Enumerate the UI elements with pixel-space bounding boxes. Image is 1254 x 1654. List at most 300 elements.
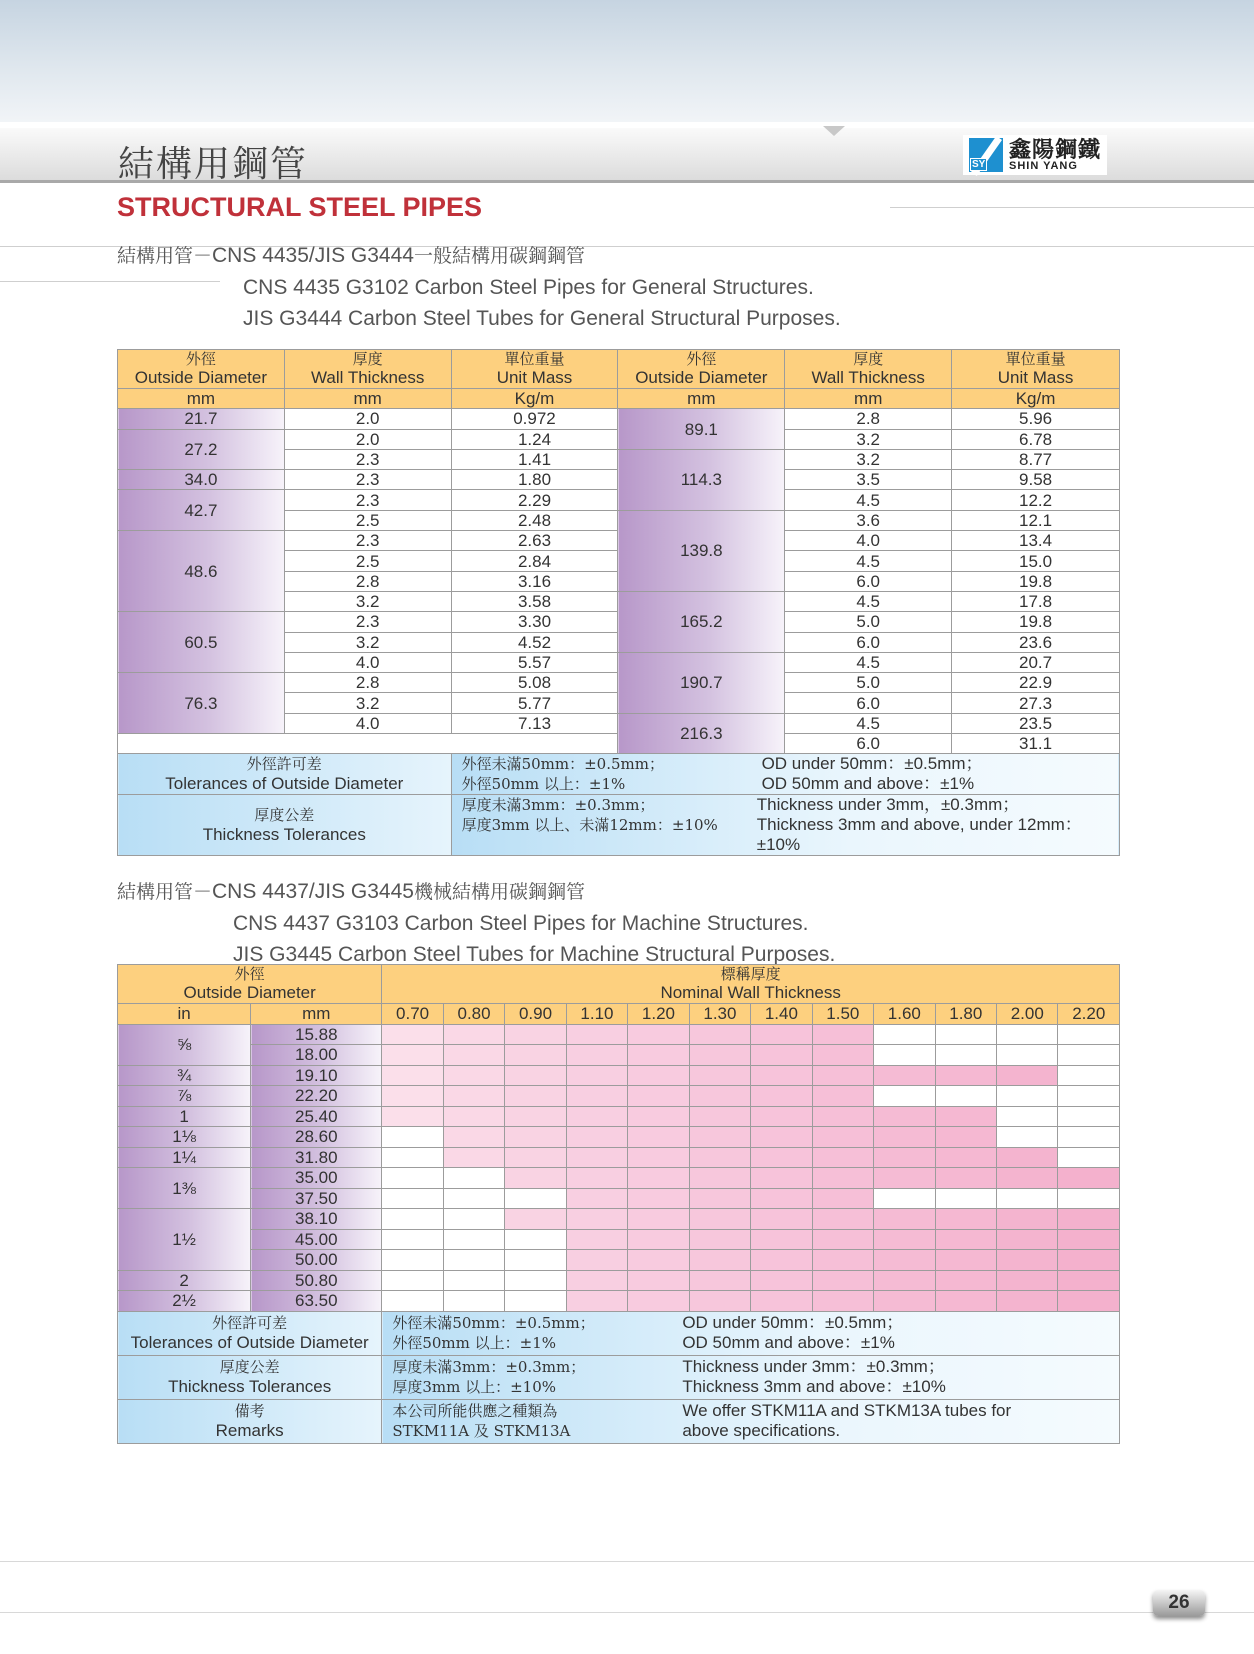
available-cell	[566, 1086, 627, 1107]
outside-diameter-cell: 190.7	[618, 652, 785, 713]
available-cell	[1058, 1209, 1120, 1230]
tolerance-zh-line: 外徑未滿50mm：±0.5mm；	[461, 755, 664, 774]
available-cell	[566, 1065, 627, 1086]
available-cell	[935, 1250, 996, 1271]
available-cell	[689, 1127, 750, 1148]
wall-thickness-cell: 4.5	[785, 551, 952, 571]
note-zh-line: 厚度未滿3mm：±0.3mm；	[392, 1358, 586, 1376]
available-cell	[751, 1106, 812, 1127]
footer-divider	[0, 1612, 1254, 1613]
table-row	[118, 1291, 1120, 1312]
general-structure-pipe-table	[117, 349, 1120, 856]
note-row	[118, 1311, 1120, 1355]
note-en-line: We offer STKM11A and STKM13A tubes for	[682, 1401, 1012, 1420]
note-en-line: Thickness under 3mm：±0.3mm；	[682, 1357, 945, 1376]
section1-heading: 結構用管－CNS 4435/JIS G3444一般結構用碳鋼鋼管 CNS 4435 G3102 Carbon Steel Pipes for General Structures. JIS G3444 Carbon Steel Tubes for General Structural Purposes.	[117, 240, 841, 334]
wall-thickness-cell: 2.8	[284, 673, 451, 693]
note-values	[382, 1399, 1120, 1443]
logo-name-zh: 鑫陽鋼鐵	[1009, 136, 1102, 162]
available-cell	[751, 1024, 812, 1045]
available-cell	[382, 1024, 443, 1045]
logo-name-en: SHIN YANG	[1009, 159, 1078, 172]
note-values	[382, 1311, 1120, 1355]
unavailable-cell	[443, 1209, 504, 1230]
size-inch-cell: 1	[118, 1106, 251, 1127]
wall-thickness-cell: 3.2	[284, 693, 451, 713]
unavailable-cell	[505, 1250, 566, 1271]
available-cell	[997, 1147, 1058, 1168]
wall-thickness-cell: 2.5	[284, 551, 451, 571]
section2-subtitle-jis: JIS G3445 Carbon Steel Tubes for Machine Structural Purposes.	[233, 943, 836, 966]
available-cell	[812, 1270, 873, 1291]
available-cell	[935, 1291, 996, 1312]
available-cell	[874, 1291, 935, 1312]
wall-thickness-cell: 2.3	[284, 531, 451, 551]
wall-thickness-cell: 6.0	[785, 571, 952, 591]
available-cell	[443, 1024, 504, 1045]
unavailable-cell	[997, 1086, 1058, 1107]
unavailable-cell	[382, 1291, 443, 1312]
available-cell	[628, 1250, 689, 1271]
tolerance-label: 外徑許可差 Tolerances of Outside Diameter	[118, 754, 452, 795]
size-mm-cell: 37.50	[251, 1188, 382, 1209]
unit-mass-cell: 5.08	[451, 673, 618, 693]
available-cell	[751, 1291, 812, 1312]
note-zh-line: 外徑未滿50mm：±0.5mm；	[392, 1314, 595, 1332]
tolerance-en-line: OD 50mm and above：±1%	[761, 774, 975, 794]
thickness-column-header: 1.10	[566, 1004, 627, 1025]
unavailable-cell	[443, 1270, 504, 1291]
wall-thickness-cell: 6.0	[785, 693, 952, 713]
available-cell	[566, 1209, 627, 1230]
logo-icon	[969, 138, 1003, 172]
available-cell	[812, 1168, 873, 1189]
available-cell	[628, 1106, 689, 1127]
available-cell	[935, 1168, 996, 1189]
unit-mass-cell: 23.5	[952, 713, 1120, 733]
column-header: 厚度 Wall Thickness	[785, 350, 952, 389]
wall-thickness-cell: 4.5	[785, 713, 952, 733]
unit-mass-cell: 2.84	[451, 551, 618, 571]
wall-thickness-cell: 5.0	[785, 673, 952, 693]
section2-subtitle-cns: CNS 4437 G3103 Carbon Steel Pipes for Machine Structures.	[233, 912, 809, 935]
available-cell	[628, 1045, 689, 1066]
available-cell	[874, 1147, 935, 1168]
thickness-column-header: 1.60	[874, 1004, 935, 1025]
logo-mark-text: SY	[972, 159, 986, 170]
available-cell	[812, 1106, 873, 1127]
column-header: 單位重量 Unit Mass	[451, 350, 618, 389]
unit-mass-cell: 3.30	[451, 612, 618, 632]
unit-mass-cell: 5.77	[451, 693, 618, 713]
note-zh-line: 外徑50mm 以上：±1%	[392, 1334, 556, 1352]
size-inch-cell: ⅞	[118, 1086, 251, 1107]
size-mm-cell: 19.10	[251, 1065, 382, 1086]
outside-diameter-cell: 48.6	[118, 531, 285, 612]
size-inch-cell: 2½	[118, 1291, 251, 1312]
wall-thickness-cell: 6.0	[785, 632, 952, 652]
note-zh-line: 厚度3mm 以上：±10%	[392, 1378, 556, 1396]
unit-mass-cell: 19.8	[952, 571, 1120, 591]
unit-mass-cell: 5.57	[451, 652, 618, 672]
outside-diameter-cell: 27.2	[118, 429, 285, 470]
page-number: 26	[1153, 1590, 1205, 1616]
unavailable-cell	[443, 1188, 504, 1209]
unavailable-cell	[505, 1291, 566, 1312]
unavailable-cell	[382, 1209, 443, 1230]
unavailable-cell	[382, 1168, 443, 1189]
available-cell	[443, 1147, 504, 1168]
available-cell	[443, 1086, 504, 1107]
available-cell	[812, 1065, 873, 1086]
tolerance-row	[118, 754, 1120, 795]
tolerance-en-line: Thickness 3mm and above, under 12mm：±10%	[756, 815, 1082, 855]
available-cell	[997, 1250, 1058, 1271]
unit-mass-cell: 1.24	[451, 429, 618, 449]
available-cell	[505, 1209, 566, 1230]
note-row	[118, 1399, 1120, 1443]
available-cell	[566, 1291, 627, 1312]
unavailable-cell	[935, 1045, 996, 1066]
available-cell	[689, 1168, 750, 1189]
thickness-column-header: 1.40	[751, 1004, 812, 1025]
available-cell	[1058, 1168, 1120, 1189]
size-mm-cell: 35.00	[251, 1168, 382, 1189]
wall-thickness-cell: 2.0	[284, 429, 451, 449]
unit-mass-cell: 1.80	[451, 470, 618, 490]
available-cell	[751, 1147, 812, 1168]
unit-mass-cell: 19.8	[952, 612, 1120, 632]
unavailable-cell	[505, 1270, 566, 1291]
size-inch-cell: 1⅛	[118, 1127, 251, 1148]
tolerance-label: 厚度公差 Thickness Tolerances	[118, 795, 452, 856]
unit-mass-cell: 3.16	[451, 571, 618, 591]
size-inch-cell: 2	[118, 1270, 251, 1291]
available-cell	[689, 1188, 750, 1209]
available-cell	[1058, 1250, 1120, 1271]
available-cell	[689, 1250, 750, 1271]
unavailable-cell	[382, 1229, 443, 1250]
note-zh-line: STKM11A 及 STKM13A	[392, 1422, 571, 1440]
wall-thickness-cell: 3.2	[284, 632, 451, 652]
available-cell	[751, 1229, 812, 1250]
unavailable-cell	[1058, 1065, 1120, 1086]
available-cell	[628, 1086, 689, 1107]
unit-mass-cell: 6.78	[952, 429, 1120, 449]
available-cell	[935, 1147, 996, 1168]
unit-mass-cell: 2.63	[451, 531, 618, 551]
table-row	[118, 1270, 1120, 1291]
unit-in: in	[118, 1004, 251, 1025]
unavailable-cell	[874, 1188, 935, 1209]
unavailable-cell	[935, 1086, 996, 1107]
outside-diameter-cell: 165.2	[618, 591, 785, 652]
unavailable-cell	[935, 1188, 996, 1209]
table-row	[118, 409, 1120, 429]
thickness-column-header: 1.50	[812, 1004, 873, 1025]
unavailable-cell	[997, 1188, 1058, 1209]
unit-header: mm	[284, 389, 451, 409]
thickness-column-header: 2.00	[997, 1004, 1058, 1025]
note-label: 備考 Remarks	[118, 1399, 382, 1443]
size-mm-cell: 50.00	[251, 1250, 382, 1271]
available-cell	[628, 1209, 689, 1230]
note-en-line: OD 50mm and above：±1%	[682, 1333, 895, 1352]
thickness-column-header: 0.70	[382, 1004, 443, 1025]
available-cell	[628, 1229, 689, 1250]
available-cell	[874, 1250, 935, 1271]
available-cell	[566, 1270, 627, 1291]
available-cell	[1058, 1270, 1120, 1291]
thickness-column-header: 1.20	[628, 1004, 689, 1025]
available-cell	[566, 1147, 627, 1168]
available-cell	[689, 1270, 750, 1291]
available-cell	[812, 1086, 873, 1107]
available-cell	[505, 1106, 566, 1127]
unavailable-cell	[997, 1127, 1058, 1148]
available-cell	[505, 1168, 566, 1189]
footer-divider	[0, 1561, 1254, 1562]
table-row	[118, 1168, 1120, 1189]
available-cell	[874, 1106, 935, 1127]
available-cell	[628, 1024, 689, 1045]
tolerance-zh-line: 厚度未滿3mm：±0.3mm；	[461, 796, 655, 815]
available-cell	[566, 1250, 627, 1271]
available-cell	[443, 1045, 504, 1066]
tolerance-en-line: OD under 50mm：±0.5mm；	[761, 754, 983, 774]
available-cell	[751, 1168, 812, 1189]
available-cell	[628, 1168, 689, 1189]
unavailable-cell	[874, 1045, 935, 1066]
available-cell	[997, 1168, 1058, 1189]
table-row	[118, 1024, 1120, 1045]
wall-thickness-cell: 2.3	[284, 470, 451, 490]
wall-thickness-cell: 3.2	[284, 591, 451, 611]
outside-diameter-cell: 60.5	[118, 612, 285, 673]
size-mm-cell: 28.60	[251, 1127, 382, 1148]
outside-diameter-cell: 42.7	[118, 490, 285, 531]
note-label: 厚度公差 Thickness Tolerances	[118, 1355, 382, 1399]
unavailable-cell	[1058, 1188, 1120, 1209]
unavailable-cell	[505, 1229, 566, 1250]
note-en-line: above specifications.	[682, 1421, 841, 1440]
size-inch-cell: 1⅜	[118, 1168, 251, 1209]
unit-mass-cell: 1.41	[451, 449, 618, 469]
available-cell	[751, 1086, 812, 1107]
size-mm-cell: 22.20	[251, 1086, 382, 1107]
unit-header: Kg/m	[952, 389, 1120, 409]
available-cell	[812, 1291, 873, 1312]
available-cell	[874, 1270, 935, 1291]
wall-thickness-cell: 4.0	[785, 531, 952, 551]
table-row	[118, 1127, 1120, 1148]
machine-structure-tube-table	[117, 964, 1120, 1444]
available-cell	[874, 1127, 935, 1148]
wall-thickness-cell: 4.5	[785, 490, 952, 510]
outside-diameter-cell: 76.3	[118, 673, 285, 734]
table-row	[118, 1229, 1120, 1250]
company-logo	[963, 135, 1107, 175]
size-inch-cell: 1½	[118, 1209, 251, 1271]
thickness-column-header: 1.30	[689, 1004, 750, 1025]
table-row	[118, 1209, 1120, 1230]
available-cell	[997, 1209, 1058, 1230]
unit-mass-cell: 0.972	[451, 409, 618, 429]
unavailable-cell	[997, 1106, 1058, 1127]
unit-mass-cell: 17.8	[952, 591, 1120, 611]
unavailable-cell	[1058, 1086, 1120, 1107]
unavailable-cell	[1058, 1024, 1120, 1045]
section1-subtitle-jis: JIS G3444 Carbon Steel Tubes for General Structural Purposes.	[243, 307, 841, 330]
available-cell	[689, 1291, 750, 1312]
page-title-zh: 結構用鋼管	[118, 144, 309, 185]
wall-thickness-cell: 4.0	[284, 652, 451, 672]
available-cell	[689, 1229, 750, 1250]
available-cell	[874, 1168, 935, 1189]
empty-cell	[118, 734, 618, 754]
available-cell	[689, 1209, 750, 1230]
available-cell	[997, 1229, 1058, 1250]
outside-diameter-cell: 216.3	[618, 713, 785, 754]
available-cell	[443, 1065, 504, 1086]
available-cell	[935, 1229, 996, 1250]
available-cell	[628, 1270, 689, 1291]
size-inch-cell: 1¼	[118, 1147, 251, 1168]
od-header: 外徑 Outside Diameter	[118, 965, 382, 1004]
wall-thickness-cell: 2.3	[284, 612, 451, 632]
note-zh-line: 本公司所能供應之種類為	[392, 1402, 558, 1420]
unit-mm: mm	[251, 1004, 382, 1025]
unit-mass-cell: 12.2	[952, 490, 1120, 510]
column-header: 單位重量 Unit Mass	[952, 350, 1120, 389]
available-cell	[382, 1065, 443, 1086]
outside-diameter-cell: 114.3	[618, 449, 785, 510]
notch-decoration	[823, 126, 845, 136]
size-mm-cell: 45.00	[251, 1229, 382, 1250]
wall-thickness-cell: 2.3	[284, 449, 451, 469]
wall-thickness-cell: 3.5	[785, 470, 952, 490]
available-cell	[689, 1024, 750, 1045]
unavailable-cell	[382, 1188, 443, 1209]
unit-mass-cell: 27.3	[952, 693, 1120, 713]
tolerance-values	[451, 754, 1119, 795]
unavailable-cell	[382, 1270, 443, 1291]
available-cell	[566, 1168, 627, 1189]
wall-thickness-cell: 2.8	[785, 409, 952, 429]
available-cell	[505, 1065, 566, 1086]
available-cell	[812, 1229, 873, 1250]
available-cell	[935, 1270, 996, 1291]
unit-mass-cell: 8.77	[952, 449, 1120, 469]
table-row	[118, 1250, 1120, 1271]
available-cell	[566, 1024, 627, 1045]
note-label: 外徑許可差 Tolerances of Outside Diameter	[118, 1311, 382, 1355]
available-cell	[382, 1086, 443, 1107]
wall-thickness-cell: 3.6	[785, 510, 952, 530]
unavailable-cell	[443, 1168, 504, 1189]
note-row	[118, 1355, 1120, 1399]
divider	[890, 207, 1254, 208]
unavailable-cell	[874, 1086, 935, 1107]
thickness-column-header: 0.80	[443, 1004, 504, 1025]
unavailable-cell	[382, 1127, 443, 1148]
table-row	[118, 1106, 1120, 1127]
available-cell	[751, 1270, 812, 1291]
thickness-header: 標稱厚度 Nominal Wall Thickness	[382, 965, 1120, 1004]
unit-mass-cell: 2.48	[451, 510, 618, 530]
available-cell	[689, 1065, 750, 1086]
note-en-line: Thickness 3mm and above：±10%	[682, 1377, 946, 1396]
available-cell	[997, 1270, 1058, 1291]
thickness-column-header: 2.20	[1058, 1004, 1120, 1025]
available-cell	[689, 1147, 750, 1168]
available-cell	[935, 1209, 996, 1230]
tolerance-row	[118, 795, 1120, 856]
unit-mass-cell: 7.13	[451, 713, 618, 733]
available-cell	[812, 1209, 873, 1230]
available-cell	[812, 1045, 873, 1066]
unit-mass-cell: 9.58	[952, 470, 1120, 490]
available-cell	[505, 1045, 566, 1066]
unit-header: mm	[618, 389, 785, 409]
available-cell	[751, 1250, 812, 1271]
available-cell	[997, 1291, 1058, 1312]
tolerance-zh-line: 厚度3mm 以上、未滿12mm：±10%	[461, 816, 718, 835]
unit-mass-cell: 22.9	[952, 673, 1120, 693]
wall-thickness-cell: 3.2	[785, 449, 952, 469]
available-cell	[1058, 1229, 1120, 1250]
available-cell	[812, 1147, 873, 1168]
unavailable-cell	[1058, 1045, 1120, 1066]
available-cell	[566, 1045, 627, 1066]
available-cell	[628, 1127, 689, 1148]
available-cell	[505, 1127, 566, 1148]
available-cell	[751, 1209, 812, 1230]
tolerance-zh-line: 外徑50mm 以上：±1%	[461, 775, 626, 794]
available-cell	[935, 1065, 996, 1086]
unit-mass-cell: 3.58	[451, 591, 618, 611]
available-cell	[751, 1065, 812, 1086]
table-row	[118, 1086, 1120, 1107]
available-cell	[505, 1086, 566, 1107]
size-mm-cell: 15.88	[251, 1024, 382, 1045]
available-cell	[812, 1250, 873, 1271]
size-mm-cell: 31.80	[251, 1147, 382, 1168]
available-cell	[628, 1291, 689, 1312]
available-cell	[382, 1045, 443, 1066]
available-cell	[566, 1229, 627, 1250]
available-cell	[751, 1127, 812, 1148]
available-cell	[505, 1147, 566, 1168]
size-inch-cell: ¾	[118, 1065, 251, 1086]
wall-thickness-cell: 4.0	[284, 713, 451, 733]
wall-thickness-cell: 2.0	[284, 409, 451, 429]
unavailable-cell	[505, 1188, 566, 1209]
thickness-column-header: 1.80	[935, 1004, 996, 1025]
wall-thickness-cell: 6.0	[785, 734, 952, 754]
available-cell	[628, 1147, 689, 1168]
size-mm-cell: 18.00	[251, 1045, 382, 1066]
tolerance-en-line: Thickness under 3mm，±0.3mm；	[756, 795, 1020, 815]
outside-diameter-cell: 139.8	[618, 510, 785, 591]
unavailable-cell	[1058, 1147, 1120, 1168]
available-cell	[751, 1045, 812, 1066]
available-cell	[874, 1229, 935, 1250]
note-values	[382, 1355, 1120, 1399]
wall-thickness-cell: 5.0	[785, 612, 952, 632]
section2-heading: 結構用管－CNS 4437/JIS G3445機械結構用碳鋼鋼管 CNS 4437 G3103 Carbon Steel Pipes for Machine Structures. JIS G3445 Carbon Steel Tubes for Machine Structural Purposes.	[117, 876, 835, 970]
outside-diameter-cell: 21.7	[118, 409, 285, 429]
